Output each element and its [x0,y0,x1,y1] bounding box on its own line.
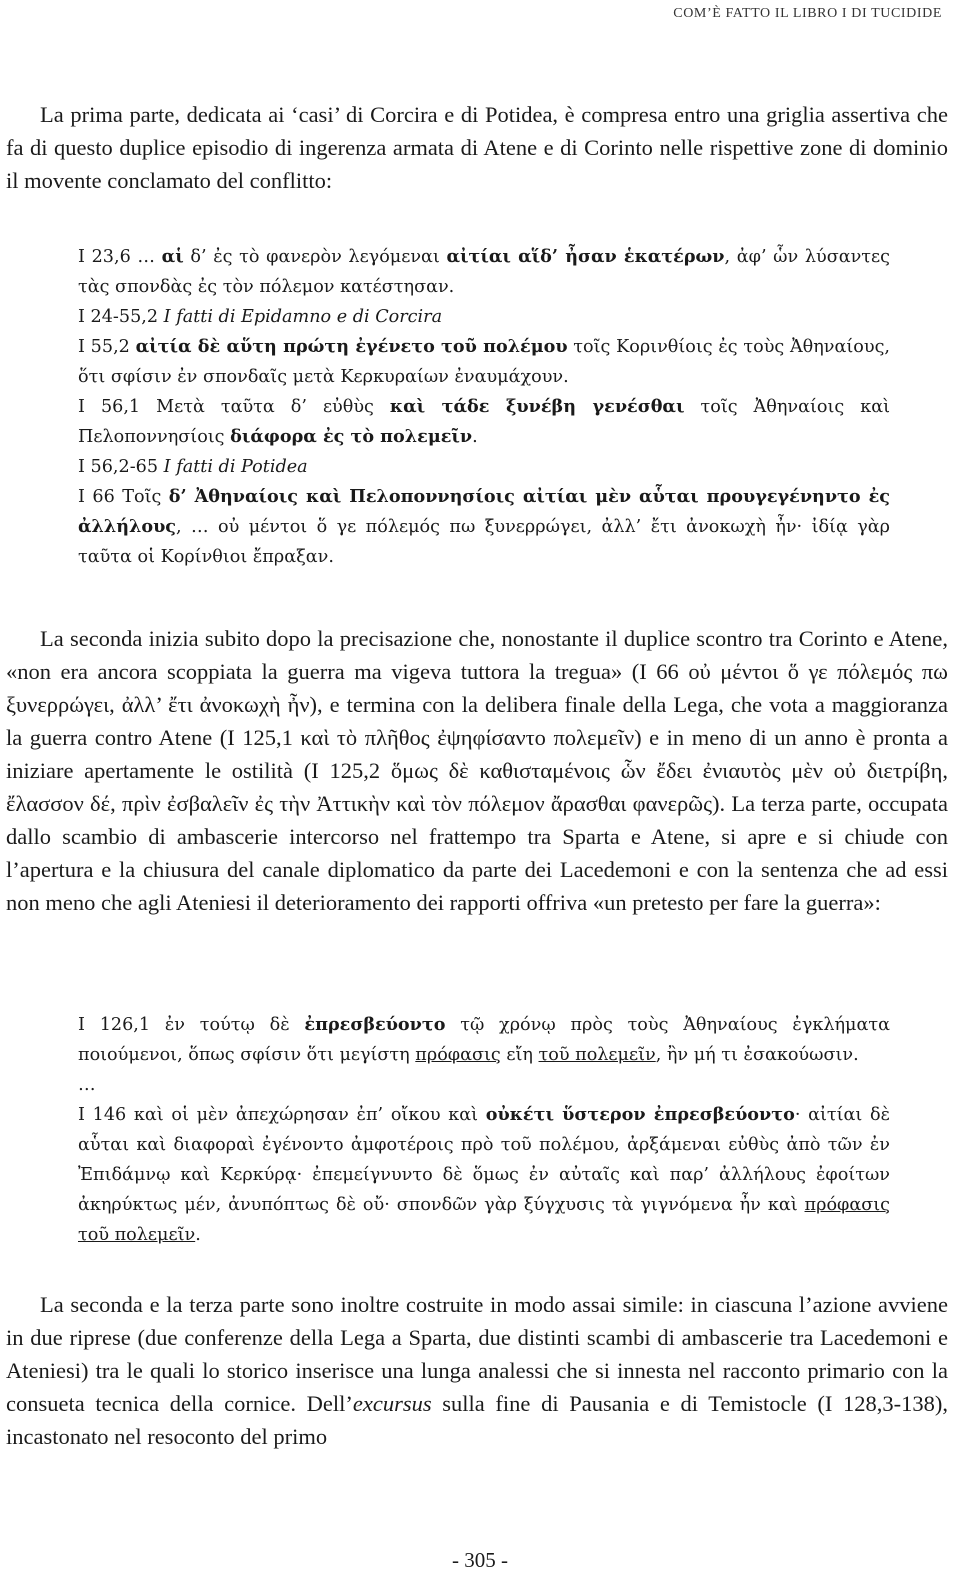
page-number: - 305 - [452,1548,508,1572]
quote-line-56-1: I 56,1 Μετὰ ταῦτα δ’ εὐθὺς καὶ τάδε ξυνέβη γενέσθαι τοῖς Ἀθηναίοις καὶ Πελοποννησίοις διάφορα ἐς τὸ πολεμεῖν. [78,396,890,447]
quote-line-23-6: I 23,6 … αἱ δ’ ἐς τὸ φανερὸν λεγόμεναι αἰτίαι αἵδ’ ἦσαν ἑκατέρων, ἀφ’ ὧν λύσαντες τὰς σπονδὰς ἐς τὸν πόλεμον κατέστησαν. [78,246,891,297]
quote-line-146: I 146 καὶ οἱ μὲν ἀπεχώρησαν ἐπ’ οἴκου καὶ οὐκέτι ὕστερον ἐπρεσβεύοντο· αἰτίαι δὲ αὗται καὶ διαφοραὶ ἐγένοντο ἀμφοτέροις πρὸ τοῦ πολέμου, ἀρξάμεναι εὐθὺς ἀπὸ τῶν ἐν Ἐπιδάμνῳ καὶ Κερκύρᾳ· ἐπεμείγνυντο δὲ ὅμως ἐν αὐταῖς καὶ παρ’ ἀλλήλους ἐφοίτων ἀκηρύκτως μέν, ἀνυπόπτως δὲ οὔ· σπονδῶν γὰρ ξύγχυσις τὰ γιγνόμενα ἦν καὶ πρόφασις τοῦ πολεμεῖν. [78,1104,891,1245]
quote-line-55-2: I 55,2 αἰτία δὲ αὕτη πρώτη ἐγένετο τοῦ πολέμου τοῖς Κορινθίοις ἐς τοὺς Ἀθηναίους, ὅτι σφίσιν ἐν σπονδαῖς μετὰ Κερκυραίων ἐναυμάχουν. [78,336,891,387]
paragraph-intro: La prima parte, dedicata ai ‘casi’ di Corcira e di Potidea, è compresa entro una griglia assertiva che fa di questo duplice episodio di ingerenza armata di Atene e di Corinto nelle rispettive zone di dominio il movente conclamato del conflitto: [6,102,948,193]
paragraph-second-part: La seconda inizia subito dopo la precisazione che, nonostante il duplice scontro tra Corinto e Atene, «non era ancora scoppiata la guerra ma vigeva tuttora la tregua» (I 66 οὐ μέντοι ὅ γε πόλεμός πω ξυνερρώγει, ἀλλ’ ἔτι ἀνοκωχὴ ἦν), e termina con la delibera finale della Lega, che vota a maggioranza la guerra contro Atene (I 125,1 καὶ τὸ πλῆθος ἐψηφίσαντο πολεμεῖν) e in meno di un anno è pronta a iniziare apertamente le ostilità (I 125,2 ὅμως δὲ καθισταμένοις ὧν ἔδει ἐνιαυτὸς μὲν οὐ διετρίβη, ἔλασσον δέ, πρὶν ἐσβαλεῖν ἐς τὴν Ἀττικὴν καὶ τὸν πόλεμον ἄρασθαι φανερῶς). La terza parte, occupata dallo scambio di ambascerie intercorso nel frattempo tra Sparta e Atene, si apre e si chiude con l’apertura e la chiusura del canale diplomatico da parte dei Lacedemoni e con la sentenza che ad essi non meno che agli Ateniesi il deterioramento dei rapporti offriva «un pretesto per fare la guerra»: [6,626,948,915]
quote-line-56-2-65: I 56,2-65 I fatti di Potidea [78,457,308,477]
quote-line-66: I 66 Τοῖς δ’ Ἀθηναίοις καὶ Πελοποννησίοις αἰτίαι μὲν αὗται προυγεγένηντο ἐς ἀλλήλους, … οὐ μέντοι ὅ γε πόλεμός πω ξυνερρώγει, ἀλλ’ ἔτι ἀνοκωχὴ ἦν· ἰδίᾳ γὰρ ταῦτα οἱ Κορίνθιοι ἔπραξαν. [78,486,890,567]
quote-line-126-1: I 126,1 ἐν τούτῳ δὲ ἐπρεσβεύοντο τῷ χρόνῳ πρὸς τοὺς Ἀθηναίους ἐγκλήματα ποιούμενοι, ὅπως σφίσιν ὅτι μεγίστη πρόφασις εἴη τοῦ πολεμεῖν, ἢν μή τι ἐσακούωσιν. [78,1014,890,1065]
quotation-block-second [78,1010,890,1250]
quote-line-24-55: I 24-55,2 I fatti di Epidamno e di Corcira [78,307,443,327]
quotation-block-first [78,242,890,572]
running-header: COM’È FATTO IL LIBRO I DI TUCIDIDE [673,6,942,21]
quote-ellipsis: … [78,1075,96,1095]
paragraph-structure: La seconda e la terza parte sono inoltre costruite in modo assai simile: in ciascuna l’azione avviene in due riprese (due conferenze della Lega a Sparta, due distinti scambi di ambascerie tra Lacedemoni e Ateniesi) tra le quali lo storico inserisce una lunga analessi che si innesta nel racconto primario con la consueta tecnica della cornice. Dell’excursus sulla fine di Pausania e di Temistocle (I 128,3-138), incastonato nel resoconto del primo [6,1292,949,1449]
